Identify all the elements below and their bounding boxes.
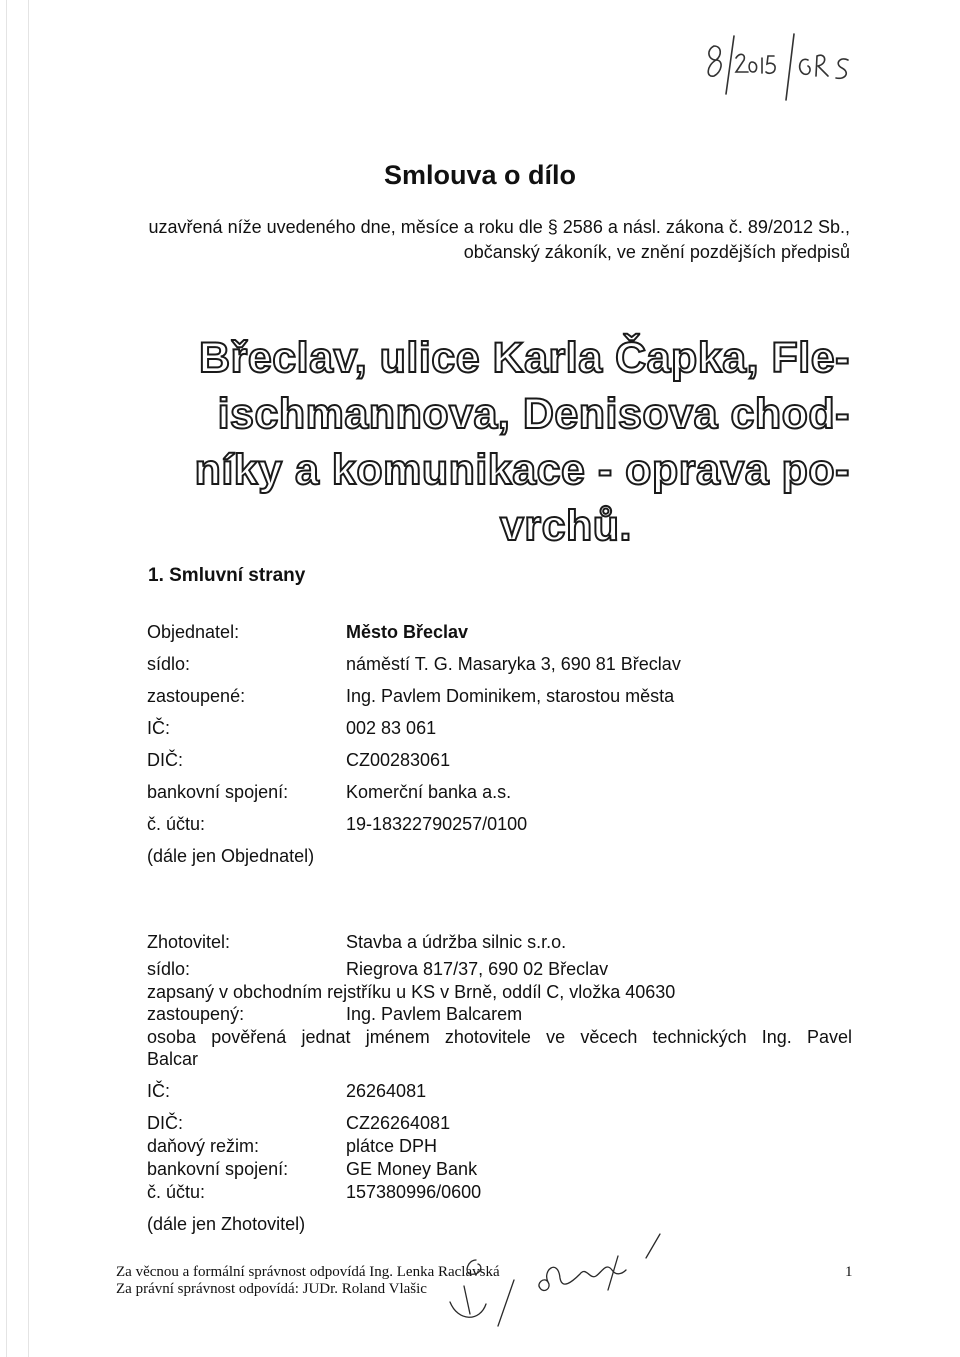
zhotovitel-osoba: osoba pověřená jednat jménem zhotovitele ve věcech technických Ing. Pavel — [147, 1027, 852, 1047]
document-title: Smlouva o dílo — [383, 160, 577, 190]
zhotovitel-account: 157380996/0600 — [346, 1182, 482, 1202]
zhotovitel-bank-label: bankovní spojení: — [147, 1159, 289, 1179]
objednatel-dic-label: DIČ: — [147, 750, 183, 770]
objednatel-bank-label: bankovní spojení: — [147, 782, 289, 802]
objednatel-sidlo: náměstí T. G. Masaryka 3, 690 81 Břeclav — [346, 654, 681, 674]
zhotovitel-sidlo-label: sídlo: — [147, 959, 191, 979]
objednatel-account: 19-18322790257/0100 — [346, 814, 528, 834]
zhotovitel-registry: zapsaný v obchodním rejstříku u KS v Brně, oddíl C, vložka 40630 — [147, 982, 676, 1002]
zhotovitel-tax: plátce DPH — [346, 1136, 438, 1156]
zhotovitel-zastoupeny-label: zastoupený: — [147, 1004, 245, 1024]
contract-subject-line: Břeclav, ulice Karla Čapka, Fle- — [199, 334, 850, 382]
zhotovitel-bank: GE Money Bank — [346, 1159, 478, 1179]
objednatel-label: Objednatel: — [147, 622, 240, 642]
contract-subject-line: vrchů. — [499, 502, 632, 550]
scan-edge-line — [6, 0, 7, 1357]
zhotovitel-account-label: č. účtu: — [147, 1182, 206, 1202]
objednatel-bank: Komerční banka a.s. — [346, 782, 512, 802]
objednatel-zastoupene: Ing. Pavlem Dominikem, starostou města — [346, 686, 675, 706]
zhotovitel-name: Stavba a údržba silnic s.r.o. — [346, 932, 567, 952]
scan-edge-line — [28, 0, 29, 1357]
objednatel-account-label: č. účtu: — [147, 814, 206, 834]
page-number: 1 — [845, 1264, 853, 1280]
footer-line-content: Za věcnou a formální správnost odpovídá Ing. Lenka Raclavská — [116, 1264, 500, 1280]
zhotovitel-dic: CZ26264081 — [346, 1113, 451, 1133]
objednatel-dic: CZ00283061 — [346, 750, 451, 770]
zhotovitel-osoba-cont: Balcar — [147, 1049, 199, 1069]
zhotovitel-note: (dále jen Zhotovitel) — [147, 1214, 306, 1234]
contract-subject-line: níky a komunikace - oprava po- — [194, 446, 850, 494]
document-intro: uzavřená níže uvedeného dne, měsíce a roku dle § 2586 a násl. zákona č. 89/2012 Sb., občanský zákoník, ve znění pozdějších předpisů — [148, 217, 850, 262]
objednatel-ic-label: IČ: — [147, 718, 171, 738]
handwritten-reference — [700, 28, 870, 108]
zhotovitel-tax-label: daňový režim: — [147, 1136, 260, 1156]
zhotovitel-zastoupeny: Ing. Pavlem Balcarem — [346, 1004, 523, 1024]
handwritten-signature — [440, 1230, 680, 1335]
zhotovitel-label: Zhotovitel: — [147, 932, 231, 952]
footer-line-legal: Za právní správnost odpovídá: JUDr. Roland Vlašic — [116, 1281, 427, 1297]
objednatel-note: (dále jen Objednatel) — [147, 846, 315, 866]
objednatel-ic: 002 83 061 — [346, 718, 437, 738]
section-heading: 1. Smluvní strany — [148, 565, 306, 586]
zhotovitel-ic: 26264081 — [346, 1081, 427, 1101]
zhotovitel-sidlo: Riegrova 817/37, 690 02 Břeclav — [346, 959, 609, 979]
contract-subject — [160, 330, 850, 554]
contract-subject-line: ischmannova, Denisova chod- — [217, 390, 850, 438]
zhotovitel-ic-label: IČ: — [147, 1081, 171, 1101]
objednatel-sidlo-label: sídlo: — [147, 654, 191, 674]
objednatel-zastoupene-label: zastoupené: — [147, 686, 246, 706]
zhotovitel-dic-label: DIČ: — [147, 1113, 183, 1133]
objednatel-name: Město Břeclav — [346, 622, 469, 642]
